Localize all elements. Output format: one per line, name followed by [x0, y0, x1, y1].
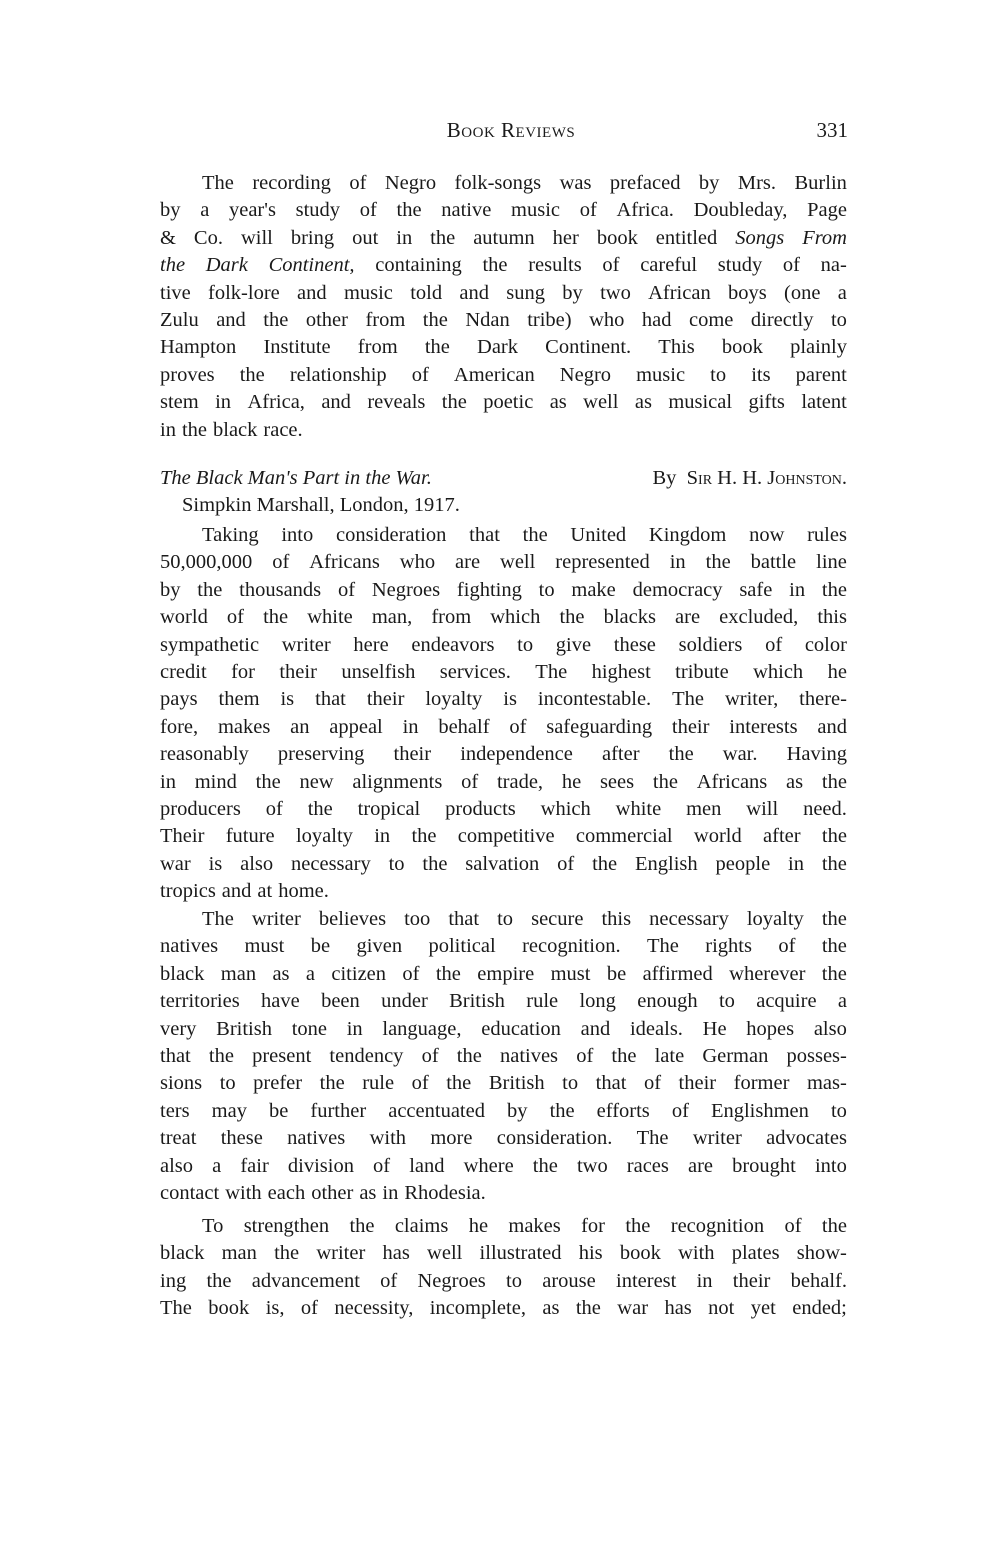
text-line: sympathetic writer here endeavors to give these soldiers of color: [160, 633, 847, 656]
page-number: 331: [816, 118, 848, 142]
text-line: black man as a citizen of the empire must be affirmed wherever the: [160, 962, 847, 985]
text-line: ing the advancement of Negroes to arouse interest in their behalf.: [160, 1269, 847, 1292]
text-line: Taking into consideration that the United Kingdom now rules: [202, 524, 847, 546]
text-line: territories have been under British rule long enough to acquire a: [160, 990, 847, 1013]
text-line: contact with each other as in Rhodesia.: [160, 1181, 486, 1204]
author-name: Sir H. H. Johnston.: [686, 467, 847, 489]
publisher-line: [160, 492, 847, 519]
text-line: black man the writer has well illustrated his book with plates show-: [160, 1242, 847, 1265]
text-line: Hampton Institute from the Dark Continent. This book plainly: [160, 336, 847, 359]
running-title: Book Reviews: [446, 118, 576, 142]
text-line: The book is, of necessity, incomplete, as the war has not yet ended;: [160, 1297, 847, 1320]
text-line: in mind the new alignments of trade, he sees the Africans as the: [160, 770, 847, 793]
author-by: [652, 465, 847, 492]
text-line: also a fair division of land where the two races are brought into: [160, 1154, 847, 1177]
book-title: The Black Man's Part in the War.: [160, 467, 432, 489]
text-line: stem in Africa, and reveals the poetic as well as musical gifts latent: [160, 391, 847, 414]
paragraph-taking-into-consideration: [160, 522, 847, 905]
text-line: world of the white man, from which the blacks are excluded, this: [160, 606, 847, 629]
text-line: & Co. will bring out in the autumn her book entitled Songs From: [160, 226, 847, 249]
text-line: proves the relationship of American Negro music to its parent: [160, 363, 847, 386]
text-line: natives must be given political recognition. The rights of the: [160, 935, 847, 958]
text-line: by the thousands of Negroes fighting to make democracy safe in the: [160, 578, 847, 601]
text-line: the Dark Continent, containing the results of careful study of na-: [160, 254, 847, 277]
text-line: very British tone in language, education and ideals. He hopes also: [160, 1017, 847, 1040]
paragraph-songs-from-dark-continent: [160, 170, 847, 444]
text-line: Their future loyalty in the competitive commercial world after the: [160, 825, 847, 848]
text-line: sions to prefer the rule of the British to that of their former mas-: [160, 1072, 847, 1095]
text-line: producers of the tropical products which white men will need.: [160, 797, 847, 820]
by-label: By: [652, 467, 677, 489]
text-line: treat these natives with more consideration. The writer advocates: [160, 1127, 847, 1150]
text-line: reasonably preserving their independence after the war. Having: [160, 743, 847, 766]
running-head: [160, 118, 848, 148]
text-line: 50,000,000 of Africans who are well represented in the battle line: [160, 551, 847, 574]
text-line: The writer believes too that to secure this necessary loyalty the: [202, 908, 847, 930]
text-line: in the black race.: [160, 418, 303, 441]
text-line: Zulu and the other from the Ndan tribe) who had come directly to: [160, 308, 847, 331]
text-line: The recording of Negro folk-songs was prefaced by Mrs. Burlin: [202, 172, 847, 194]
text-line: credit for their unselfish services. The highest tribute which he: [160, 660, 847, 683]
text-line: that the present tendency of the natives of the late German posses-: [160, 1044, 847, 1067]
text-line: To strengthen the claims he makes for the recognition of the: [202, 1215, 847, 1237]
text-line: war is also necessary to the salvation of the English people in the: [160, 852, 847, 875]
review-citation: [160, 465, 847, 520]
text-line: tive folk-lore and music told and sung by two African boys (one a: [160, 281, 847, 304]
text-line: tropics and at home.: [160, 880, 329, 903]
text-line: fore, makes an appeal in behalf of safeguarding their interests and: [160, 715, 847, 738]
text-line: ters may be further accentuated by the efforts of Englishmen to: [160, 1099, 847, 1122]
paragraph-to-strengthen: [160, 1213, 847, 1323]
citation-line: [160, 465, 847, 492]
text-line: by a year's study of the native music of Africa. Doubleday, Page: [160, 199, 847, 222]
publisher: Simpkin Marshall, London, 1917.: [182, 494, 460, 517]
paragraph-writer-believes: [160, 906, 847, 1207]
text-line: pays them is that their loyalty is incontestable. The writer, there-: [160, 688, 847, 711]
